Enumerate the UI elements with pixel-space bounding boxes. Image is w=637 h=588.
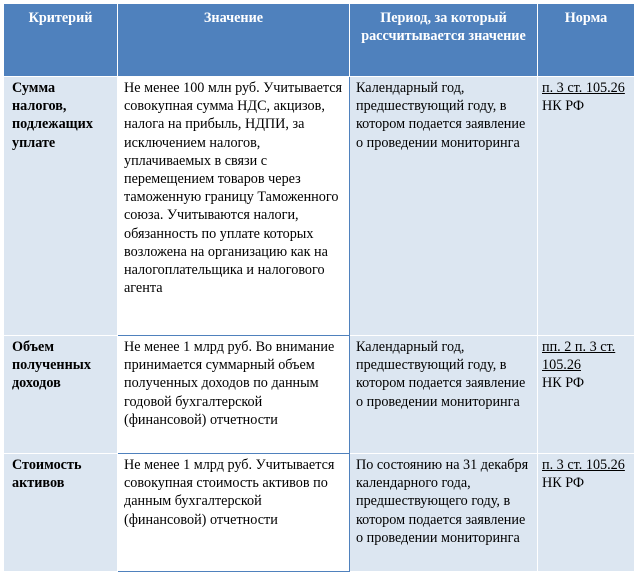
table-row	[4, 77, 635, 336]
norm-code: НК РФ	[542, 98, 585, 115]
header-period: Период, за который рассчитывается значение	[350, 4, 538, 77]
norm-link[interactable]: п. 3 ст. 105.26	[542, 80, 625, 96]
norm-code: НК РФ	[542, 475, 585, 492]
criteria-table	[3, 3, 635, 572]
table-row	[4, 336, 635, 454]
period-cell: Календарный год, предшествующий году, в котором подается заявление о проведении мониторинга	[350, 336, 538, 454]
criterion-cell: Сумма налогов, подлежащих уплате	[4, 77, 118, 336]
period-cell: По состоянию на 31 декабря календарного года, предшествующего году, в котором подается заявление о проведении мониторинга	[350, 454, 538, 572]
criterion-cell: Объем полученных доходов	[4, 336, 118, 454]
norm-cell	[538, 454, 635, 572]
value-cell: Не менее 100 млн руб. Учитывается совокупная сумма НДС, акцизов, налога на прибыль, НДПИ, за исключением налогов, уплачиваемых в связи с перемещением товаров через таможенную границу Таможенного союза. Учитываются налоги, обязанность по уплате которых возложена на организацию как на налогоплательщика и налогового агента	[118, 77, 350, 336]
header-value: Значение	[118, 4, 350, 77]
norm-cell	[538, 336, 635, 454]
norm-link[interactable]: пп. 2 п. 3 ст. 105.26	[542, 339, 616, 374]
value-cell: Не менее 1 млрд руб. Во внимание принимается суммарный объем полученных доходов по данным годовой бухгалтерской (финансовой) отчетности	[118, 336, 350, 454]
norm-cell	[538, 77, 635, 336]
table-row	[4, 454, 635, 572]
header-norm: Норма	[538, 4, 635, 77]
header-criterion: Критерий	[4, 4, 118, 77]
period-cell: Календарный год, предшествующий году, в котором подается заявление о проведении мониторинга	[350, 77, 538, 336]
norm-code: НК РФ	[542, 375, 585, 392]
value-cell: Не менее 1 млрд руб. Учитывается совокупная стоимость активов по данным бухгалтерской (финансовой) отчетности	[118, 454, 350, 572]
header-row	[4, 4, 635, 77]
norm-link[interactable]: п. 3 ст. 105.26	[542, 457, 625, 473]
criterion-cell: Стоимость активов	[4, 454, 118, 572]
